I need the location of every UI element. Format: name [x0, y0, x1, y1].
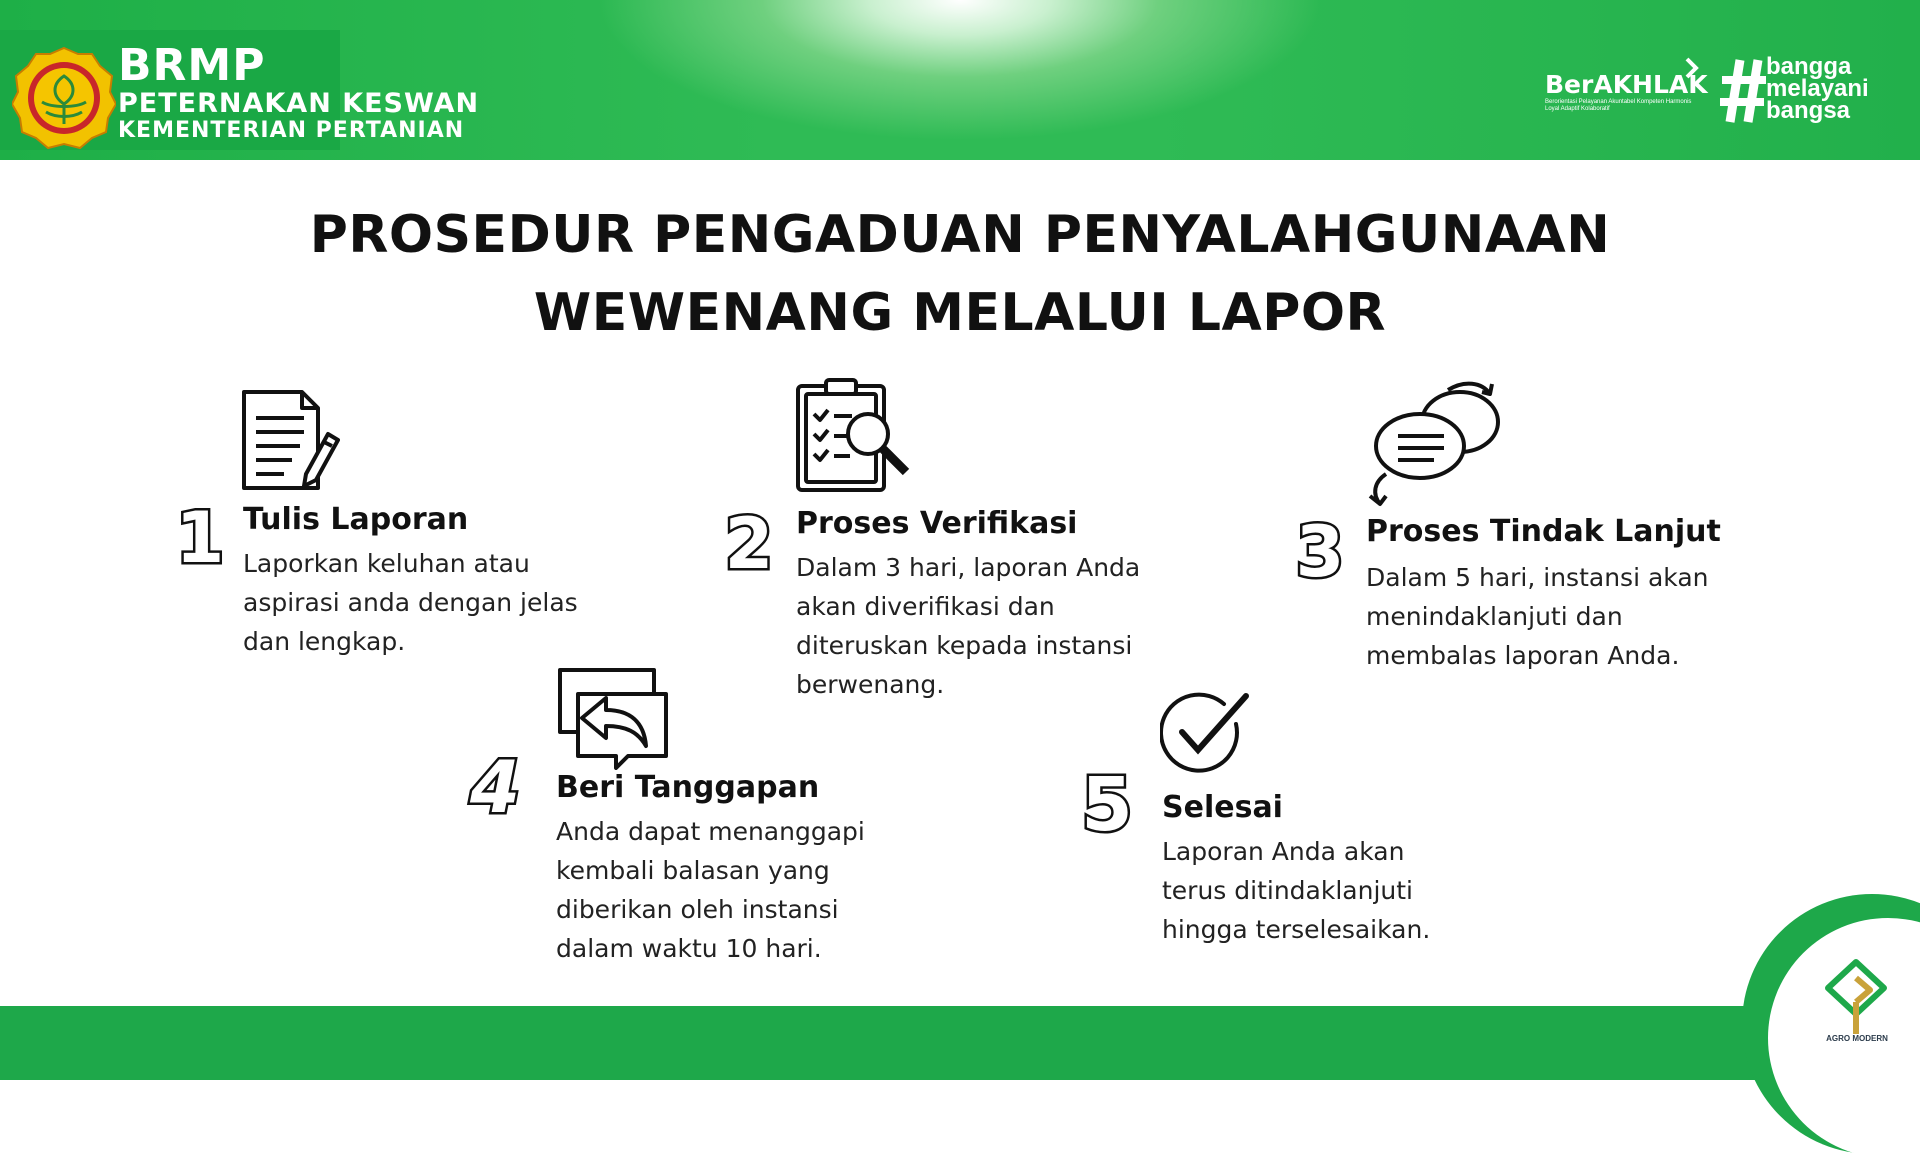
step-number-5	[1072, 762, 1142, 842]
step-desc-line: akan diverifikasi dan	[796, 592, 1055, 621]
hashtag-icon	[1718, 56, 1768, 126]
step-desc-line: dalam waktu 10 hari.	[556, 934, 822, 963]
step-title-3: Proses Tindak Lanjut	[1366, 514, 1721, 549]
document-pencil-icon	[240, 388, 340, 492]
step-desc-line: hingga terselesaikan.	[1162, 915, 1431, 944]
step-desc-line: dan lengkap.	[243, 627, 406, 656]
slogan	[1766, 53, 1869, 124]
step-desc-line: menindaklanjuti dan	[1366, 602, 1623, 631]
svg-text:2: 2	[724, 506, 774, 578]
brand-line-1: PETERNAKAN KESWAN	[118, 88, 480, 119]
step-number-2	[718, 506, 780, 578]
berakhlak-subtext: Berorientasi Pelayanan Akuntabel Kompeten Harmonis Loyal Adaptif Kolaboratif	[1545, 99, 1692, 112]
footer-bar	[0, 1006, 1920, 1080]
step-desc-line: Laporkan keluhan atau	[243, 549, 530, 578]
clipboard-search-icon	[794, 376, 914, 494]
agro-modern-label: AGRO MODERN	[1826, 1034, 1888, 1043]
step-desc-2	[796, 548, 1140, 704]
title-line-1: PROSEDUR PENGADUAN PENYALAHGUNAAN	[309, 205, 1611, 265]
page-title	[0, 196, 1920, 352]
step-title-5: Selesai	[1162, 790, 1283, 825]
step-desc-line: kembali balasan yang	[556, 856, 830, 885]
svg-text:1: 1	[175, 500, 225, 572]
step-desc-5	[1162, 832, 1430, 949]
step-desc-line: Laporan Anda akan	[1162, 837, 1405, 866]
brand-name: BRMP	[118, 40, 266, 91]
step-number-4	[460, 748, 530, 824]
step-desc-1	[243, 544, 578, 661]
step-desc-line: diberikan oleh instansi	[556, 895, 839, 924]
svg-text:4: 4	[469, 748, 521, 824]
svg-text:5: 5	[1081, 762, 1133, 842]
step-desc-line: diteruskan kepada instansi	[796, 631, 1133, 660]
step-desc-line: aspirasi anda dengan jelas	[243, 588, 578, 617]
step-desc-line: terus ditindaklanjuti	[1162, 876, 1414, 905]
step-number-3	[1290, 514, 1350, 586]
step-desc-line: berwenang.	[796, 670, 945, 699]
step-desc-3	[1366, 558, 1709, 675]
step-desc-line: Dalam 3 hari, laporan Anda	[796, 553, 1141, 582]
chevron-right-icon	[1684, 56, 1700, 80]
title-line-2: WEWENANG MELALUI LAPOR	[533, 283, 1387, 343]
step-desc-4	[556, 812, 865, 968]
svg-text:3: 3	[1295, 514, 1345, 586]
reply-chat-icon	[556, 666, 672, 770]
berakhlak-text: BerAKHLAK	[1545, 70, 1708, 99]
brand-line-2: KEMENTERIAN PERTANIAN	[118, 118, 465, 143]
slogan-line-1: bangga	[1766, 53, 1852, 80]
slogan-line-3: bangsa	[1766, 97, 1851, 124]
step-title-2: Proses Verifikasi	[796, 506, 1078, 541]
step-title-4: Beri Tanggapan	[556, 770, 820, 805]
checkmark-circle-icon	[1160, 690, 1250, 778]
step-title-1: Tulis Laporan	[243, 502, 469, 537]
slogan-line-2: melayani	[1766, 75, 1869, 102]
berakhlak-logo	[1545, 70, 1708, 120]
ministry-logo-icon	[12, 46, 116, 150]
step-number-1	[174, 500, 226, 572]
chat-bubbles-icon	[1364, 378, 1504, 508]
step-desc-line: Dalam 5 hari, instansi akan	[1366, 563, 1709, 592]
agro-modern-logo-icon	[1818, 958, 1894, 1038]
header-banner	[0, 0, 1920, 160]
step-desc-line: Anda dapat menanggapi	[556, 817, 865, 846]
step-desc-line: membalas laporan Anda.	[1366, 641, 1680, 670]
